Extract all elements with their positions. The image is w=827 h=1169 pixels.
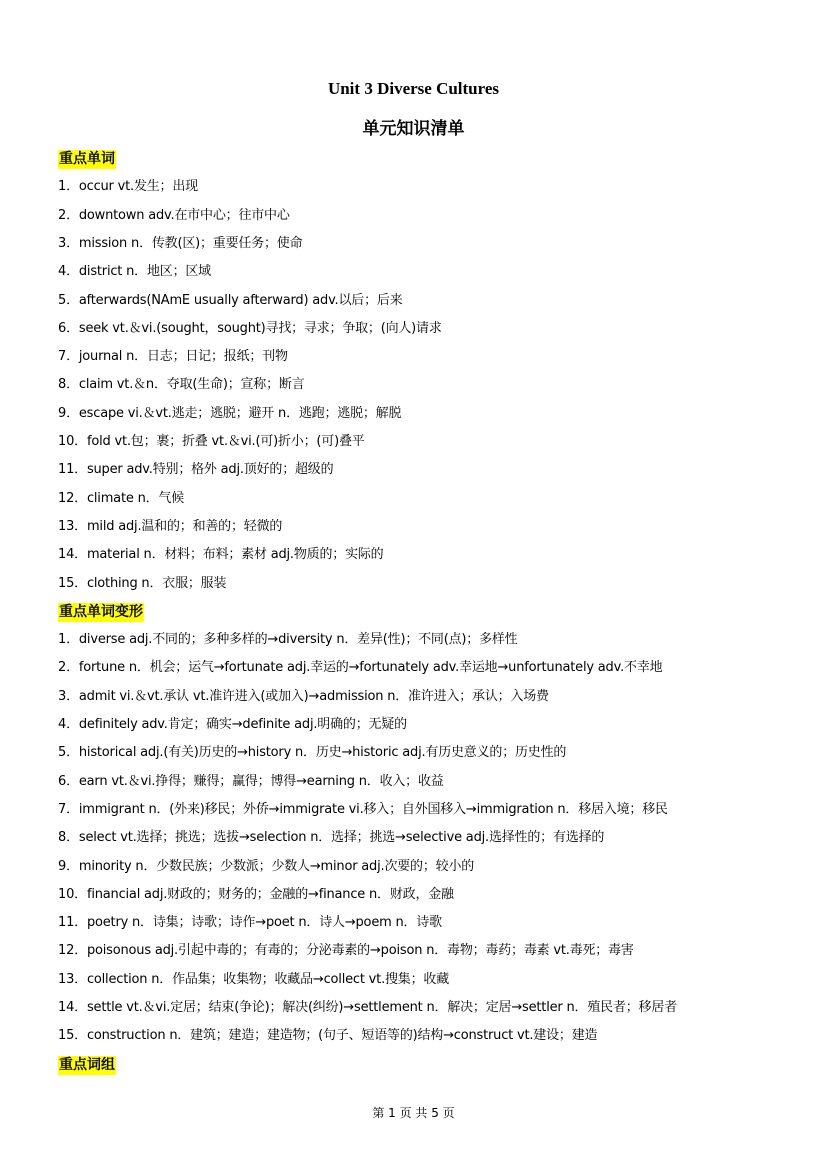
vocab-entry: 15．clothing n．衣服；服装 [58, 575, 227, 591]
vocab-entry: 4．district n．地区；区域 [58, 264, 211, 280]
vocab-entry: 12．climate n．气候 [58, 490, 185, 506]
vocab-entry: 9．minority n．少数民族；少数派；少数人→minor adj.次要的；较小的 [58, 858, 475, 874]
vocab-entry: 15．construction n．建筑；建造；建造物；(句子、短语等的)结构→construct vt.建设；建造 [58, 1028, 598, 1044]
section-heading: 重点词组 [59, 1056, 115, 1073]
vocab-entry: 13．mild adj.温和的；和善的；轻微的 [58, 518, 283, 534]
vocab-entry: 11．super adv.特别；格外 adj.顶好的；超级的 [58, 462, 334, 478]
section-heading: 重点单词变形 [59, 603, 143, 620]
vocab-entry: 9．escape vi.＆vt.逃走；逃脱；避开 n．逃跑；逃脱；解脱 [58, 405, 402, 421]
vocab-entry: 7．immigrant n．(外来)移民；外侨→immigrate vi.移入；自外国移入→immigration n．移居入境；移民 [58, 801, 668, 817]
vocab-entry: 11．poetry n．诗集；诗歌；诗作→poet n．诗人→poem n．诗歌 [58, 915, 442, 931]
vocab-entry: 5．afterwards(NAmE usually afterward) adv.以后；后来 [58, 292, 403, 308]
vocab-entry: 5．historical adj.(有关)历史的→history n．历史→historic adj.有历史意义的；历史性的 [58, 745, 567, 761]
vocab-entry: 14．material n．材料；布料；素材 adj.物质的；实际的 [58, 547, 384, 563]
document-title: Unit 3 Diverse Cultures [327, 79, 500, 98]
vocab-entry: 3．mission n．传教(区)；重要任务；使命 [58, 235, 303, 251]
vocab-entry: 7．journal n．日志；日记；报纸；刊物 [58, 349, 288, 365]
vocab-entry: 3．admit vi.＆vt.承认 vt.准许进入(或加入)→admission n．准许进入；承认；入场费 [58, 688, 549, 704]
section-heading: 重点单词 [59, 151, 115, 167]
vocab-entry: 2．fortune n．机会；运气→fortunate adj.幸运的→fortunately adv.幸运地→unfortunately adv.不幸地 [58, 660, 663, 676]
vocab-entry: 6．earn vt.＆vi.挣得；赚得；赢得；博得→earning n．收入；收益 [58, 773, 444, 789]
vocab-entry: 1．occur vt.发生；出现 [58, 179, 198, 195]
vocab-entry: 1．diverse adj.不同的；多种多样的→diversity n．差异(性)；不同(点)；多样性 [58, 632, 518, 648]
vocab-entry: 4．definitely adv.肯定；确实→definite adj.明确的；无疑的 [58, 717, 407, 732]
page-footer: 第 1 页 共 5 页 [372, 1106, 455, 1120]
vocab-entry: 10．fold vt.包；裹；折叠 vt.＆vi.(可)折小；(可)叠平 [58, 434, 365, 449]
vocab-entry: 14．settle vt.＆vi.定居；结束(争论)；解决(纠纷)→settlement n．解决；定居→settler n．殖民者；移居者 [58, 1000, 677, 1015]
vocab-entry: 8．select vt.选择；挑选；选拔→selection n．选择；挑选→selective adj.选择性的；有选择的 [58, 830, 605, 846]
vocab-entry: 6．seek vt.＆vi.(sought，sought)寻找；寻求；争取；(向人)请求 [58, 320, 442, 336]
vocab-entry: 10．financial adj.财政的；财务的；金融的→finance n．财政，金融 [58, 886, 454, 902]
document-subtitle: 单元知识清单 [362, 119, 465, 139]
vocab-entry: 12．poisonous adj.引起中毒的；有毒的；分泌毒素的→poison n．毒物；毒药；毒素 vt.毒死；毒害 [58, 943, 634, 959]
vocab-entry: 8．claim vt.＆n．夺取(生命)；宣称；断言 [58, 377, 305, 393]
vocab-entry: 13．collection n．作品集；收集物；收藏品→collect vt.搜集；收藏 [58, 971, 450, 987]
vocab-entry: 2．downtown adv.在市中心；往市中心 [58, 207, 290, 223]
